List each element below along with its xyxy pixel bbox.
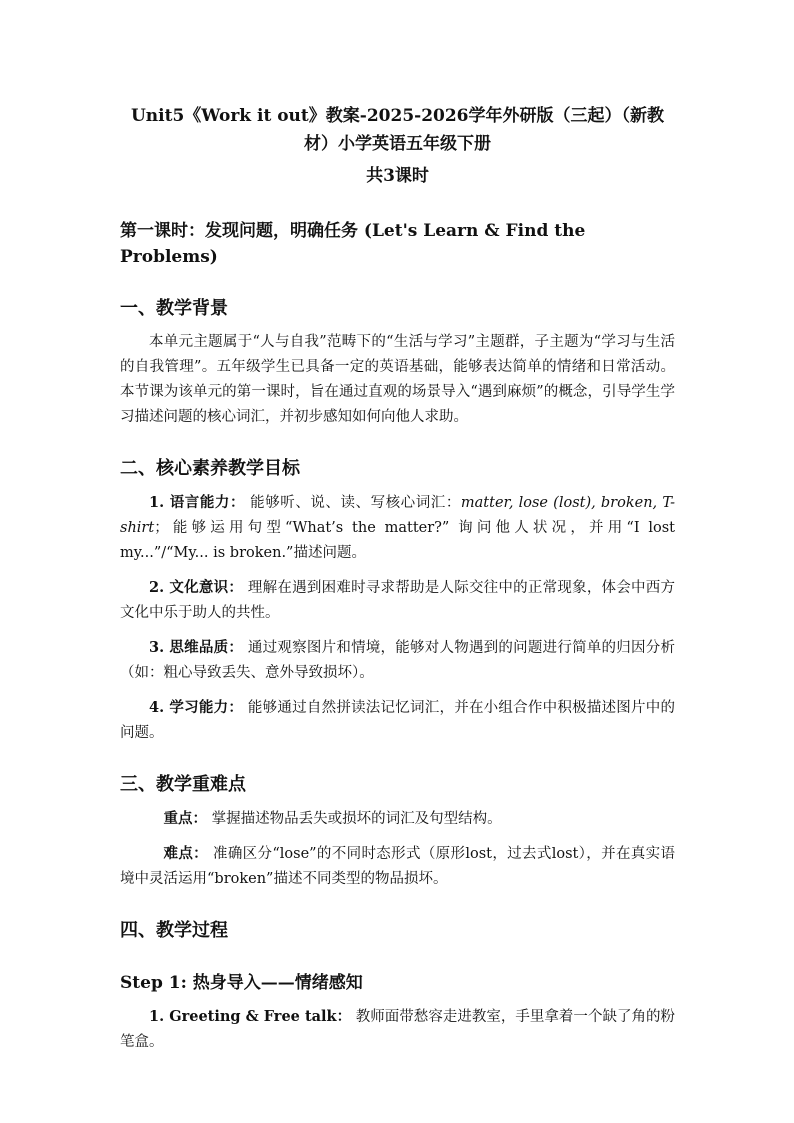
objective-language xyxy=(120,490,675,566)
objective-text: 能够听、说、读、写核心词汇： xyxy=(245,495,461,511)
difficult-point xyxy=(120,841,675,892)
objective-text: 能够通过自然拼读法记忆词汇，并在小组合作中积极描述图片中的问题。 xyxy=(120,700,675,741)
document-title: Unit5《Work it out》教案-2025-2026学年外研版（三起）（新教材）小学英语五年级下册 xyxy=(130,106,665,154)
difficult-point-text: 准确区分“lose”的不同时态形式（原形lost，过去式lost），并在真实语境中灵活运用“broken”描述不同类型的物品损坏。 xyxy=(120,846,675,887)
section-objectives-heading: 二、核心素养教学目标 xyxy=(120,458,300,479)
key-point-label: 重点： xyxy=(163,810,207,827)
lesson-1-heading: 第一课时：发现问题，明确任务 (Let's Learn & Find the Problems) xyxy=(120,221,586,267)
objective-label: 2. 文化意识： xyxy=(149,579,244,596)
objective-label: 3. 思维品质： xyxy=(149,639,244,656)
key-point xyxy=(120,806,675,832)
document-body xyxy=(120,102,675,1064)
objective-label: 4. 学习能力： xyxy=(149,699,244,716)
step-1-item xyxy=(120,1004,675,1055)
step-1-heading: Step 1: 热身导入——情绪感知 xyxy=(120,973,363,993)
key-point-text: 掌握描述物品丢失或损坏的词汇及句型结构。 xyxy=(207,811,502,827)
section-keypoints-heading: 三、教学重难点 xyxy=(120,774,246,795)
step-1-item-label: 1. Greeting & Free talk： xyxy=(149,1008,352,1025)
lesson-count: 共3课时 xyxy=(366,166,429,186)
section-background-text: 本单元主题属于“人与自我”范畴下的“生活与学习”主题群，子主题为“学习与生活的自我管理”。五年级学生已具备一定的英语基础，能够表达简单的情绪和日常活动。本节课为该单元的第一课时，旨在通过直观的场景导入“遇到麻烦”的概念，引导学生学习描述问题的核心词汇，并初步感知如何向他人求助。 xyxy=(120,334,675,425)
objective-label: 1. 语言能力： xyxy=(149,494,245,511)
objective-text: 理解在遇到困难时寻求帮助是人际交往中的正常现象，体会中西方文化中乐于助人的共性。 xyxy=(120,580,675,621)
objective-vocab: matter, lose (lost), broken, T-shirt xyxy=(120,495,676,536)
objective-learning xyxy=(120,695,675,746)
section-process-heading: 四、教学过程 xyxy=(120,920,228,941)
objective-culture xyxy=(120,575,675,626)
section-background-heading: 一、教学背景 xyxy=(120,298,228,319)
objective-thinking xyxy=(120,635,675,686)
objective-text: ；能够运用句型“What’s the matter?” 询问他人状况，并用“I lost my...”/“My... is broken.”描述问题。 xyxy=(120,520,675,561)
difficult-point-label: 难点： xyxy=(163,845,209,862)
objective-text: 通过观察图片和情境，能够对人物遇到的问题进行简单的归因分析（如：粗心导致丢失、意外导致损坏）。 xyxy=(120,640,675,681)
step-1-item-text: 教师面带愁容走进教室，手里拿着一个缺了角的粉笔盒。 xyxy=(120,1009,676,1050)
